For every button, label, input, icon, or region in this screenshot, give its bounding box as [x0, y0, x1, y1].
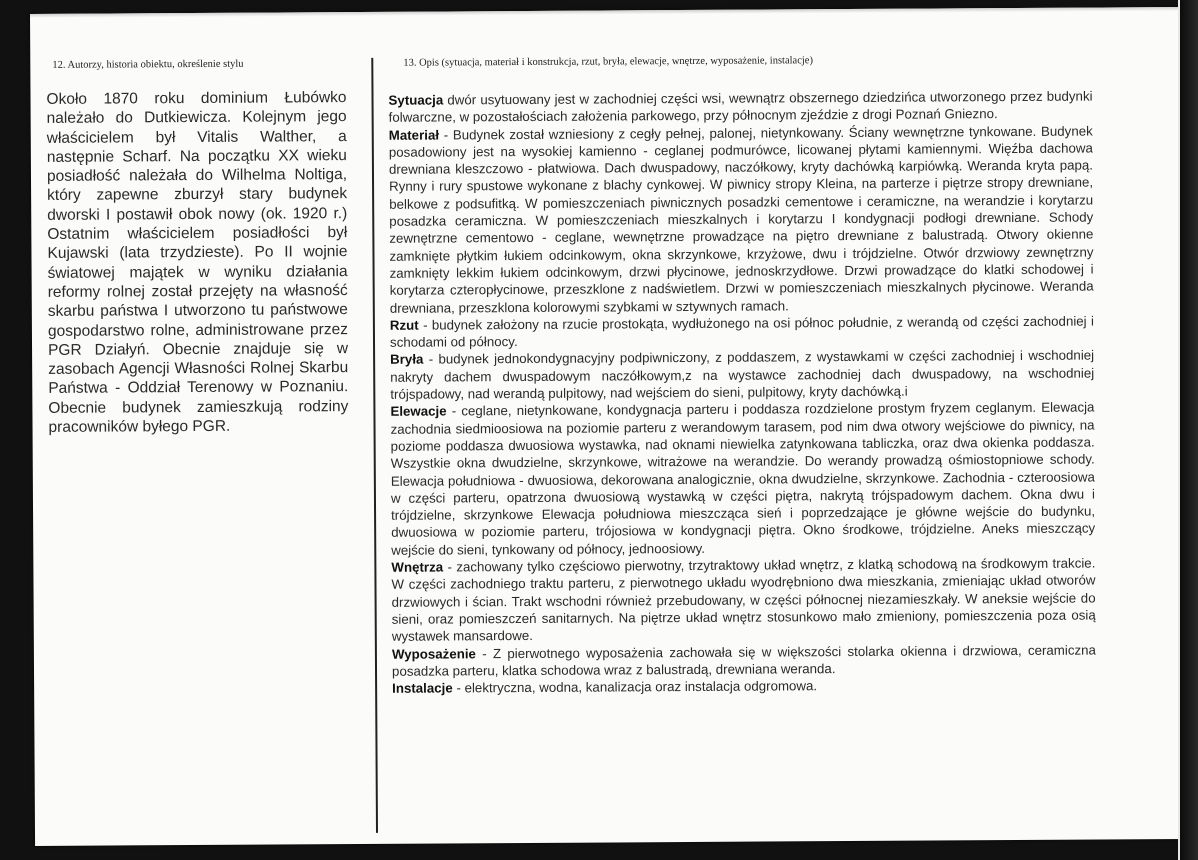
section-text: dwór usytuowany jest w zachodniej części wsi, wewnątrz obszernego dziedzińca utworzonego przez budynki folwarczne, w pozostałościach założenia parkowego, przy północnym zjeździe z drogi Poznań Gniezno. — [388, 88, 1093, 126]
column-divider — [371, 58, 378, 833]
scanner-edge — [1180, 0, 1198, 860]
section-title: Wyposażenie — [391, 645, 476, 662]
section-title: Sytuacja — [388, 92, 444, 108]
section-elewacje — [390, 399, 1095, 559]
scanned-page — [30, 7, 1185, 846]
section-wyposazenie — [392, 641, 1096, 680]
section-sytuacja — [388, 88, 1092, 127]
section-bryla — [390, 347, 1094, 403]
section-text: - Z pierwotnego wyposażenia zachowała się w większości stolarka okienna i drzwiowa, ceramiczna posadzka parteru, klatka schodowa wraz z balustradą, drewniana weranda. — [391, 642, 1096, 679]
section-material — [389, 122, 1094, 317]
page-edge-shadow — [30, 7, 1180, 18]
section-wnetrza — [391, 555, 1096, 646]
section-text: - budynek jednokondygnacyjny podpiwniczony, z poddaszem, z wystawkami w części zachodniej i wschodniej nakryty dachem dwuspadowym naczółkowym,z na wystawce zachodniej dach dwuspadowy, na wschodniej trójspadowy, nad werandą pulpitowy, nad wejściem do sieni, pulpitowy, kryty dachówką.i — [390, 347, 1095, 402]
section-title: Wnętrza — [391, 559, 444, 575]
section-13-heading: 13. Opis (sytuacja, materiał i konstrukcja, rzut, bryła, elewacje, wnętrze, wyposażenie, instalacje) — [403, 55, 813, 69]
section-rzut — [390, 312, 1094, 351]
section-instalacje — [392, 676, 1096, 698]
section-text: - Budynek został wzniesiony z cegły pełnej, palonej, nietynkowany. Ściany wewnętrzne tynkowane. Budynek posadowiony jest na wysokiej kamienno - ceglanej podmurówce, licowanej płytami kamiennymi. Więźba dachowa drewniana kleszczowo - płatwiowa. Dach dwuspadowy, naczółkowy, kryty dachówką karpiówką. Weranda kryta papą. Rynny i rury spustowe wykonane z blachy cynkowej. W piwnicy stropy Kleina, na parterze i piętrze stropy drewniane, belkowe z podsufitką. W pomieszczeniach piwnicznych posadzki cementowe i ceramiczne, na werandzie i korytarzu posadzka ceramiczna. W pomieszczeniach mieszkalnych i korytarzu I kondygnacji podłogi drewniane. Schody zewnętrzne cementowo - ceglane, wewnętrzne prowadzące na piętro drewniane z balustradą. Otwory okienne zamknięte płytkim łukiem odcinkowym, okna skrzynkowe, krzyżowe, dwu i trójdzielne. Otwór drzwiowy zewnętrzny zamknięty lekkim łukiem odcinkowym, drzwi płycinowe, jednoskrzydłowe. Drzwi prowadzące do klatki schodowej i korytarza czteropłycinowe, przeszklone z nadświetlem. Drzwi w pomieszczeniach mieszkalnych płycinowe. Weranda drewniana, przeszklona kolorowymi szybkami w sztywnych ramach. — [388, 123, 1094, 316]
section-title: Materiał — [388, 127, 440, 143]
section-text: - elektryczna, wodna, kanalizacja oraz instalacja odgromowa. — [452, 678, 818, 696]
section-text: - budynek założony na rzucie prostokąta, wydłużonego na osi północ południe, z werandą od części zachodniej i schodami od północy. — [389, 313, 1094, 350]
description-column — [388, 88, 1096, 698]
section-title: Elewacje — [390, 403, 447, 420]
history-text: Około 1870 roku dominium Łubówko należało do Dutkiewicza. Kolejnym jego właścicielem był Vitalis Walther, a następnie Scharf. Na początku XX wieku posiadłość należała do Wilhelma Noltiga, który zapewne zburzył stary budynek dworski I postawił obok nowy (ok. 1920 r.) Ostatnim właścicielem posiadłości był Kujawski (lata trzydzieste). Po II wojnie światowej majątek w wyniku działania reformy rolnej został przejęty na własność skarbu państwa I utworzono tu państwowe gospodarstwo rolne, administrowane przez PGR Działyń. Obecnie znajduje się w zasobach Agencji Własności Rolnej Skarbu Państwa - Oddział Terenowy w Poznaniu. Obecnie budynek zamieszkują rodziny pracowników byłego PGR. — [46, 89, 349, 436]
section-title: Bryła — [390, 352, 424, 368]
section-title: Rzut — [389, 317, 419, 333]
section-text: - zachowany tylko częściowo pierwotny, trzytraktowy układ wnętrz, z klatką schodową na środkowym trakcie. W części zachodniego traktu parteru, z pierwotnego układu wyodrębniono dwa mieszkania, zmieniając układ otworów drzwiowych i ścian. Trakt wschodni również przebudowany, w części północnej niezamieszkały. W aneksie wejście do sieni, oraz pomieszczeń sanitarnych. Na piętrze układ wnętrz stosunkowo mało zmieniony, pomieszczenia poza osią wystawek mansardowe. — [391, 555, 1096, 645]
section-12-heading: 12. Autorzy, historia obiektu, określenie stylu — [52, 58, 244, 71]
section-text: - ceglane, nietynkowane, kondygnacja parteru i poddasza rozdzielone prostym fryzem ceglanym. Elewacja zachodnia siedmioosiowa na poziomie parteru z werandowym tarasem, pod nim dwa otwory wejściowe do piwnicy, na poziome poddasza dwuosiowa wystawka, nad oknami niewielka zatynkowana tabliczka, oraz dwa okienka poddasza. Wszystkie okna dwudzielne, skrzynkowe, witrażowe na werandzie. Do werandy prowadzą ośmiostopniowe schody. Elewacja południowa - dwuosiowa, dekorowana analogicznie, okna dwudzielne, skrzynkowe. Zachodnia - czteroosiowa w części parteru, opatrzona dwuosiową wystawką w części piętra, nakrytą trójspadowym dachem. Okna dwu i trójdzielne, skrzynkowe Elewacja południowa mieszcząca sień i poprzedzające je główne wejście do budynku, dwuosiowa w poziomie parteru, trójosiowa w kondygnacji piętra. Okno środkowe, trójdzielne. Aneks mieszczący wejście do sieni, tynkowany od północy, jednoosiowy. — [390, 399, 1096, 558]
section-title: Instalacje — [392, 680, 453, 696]
